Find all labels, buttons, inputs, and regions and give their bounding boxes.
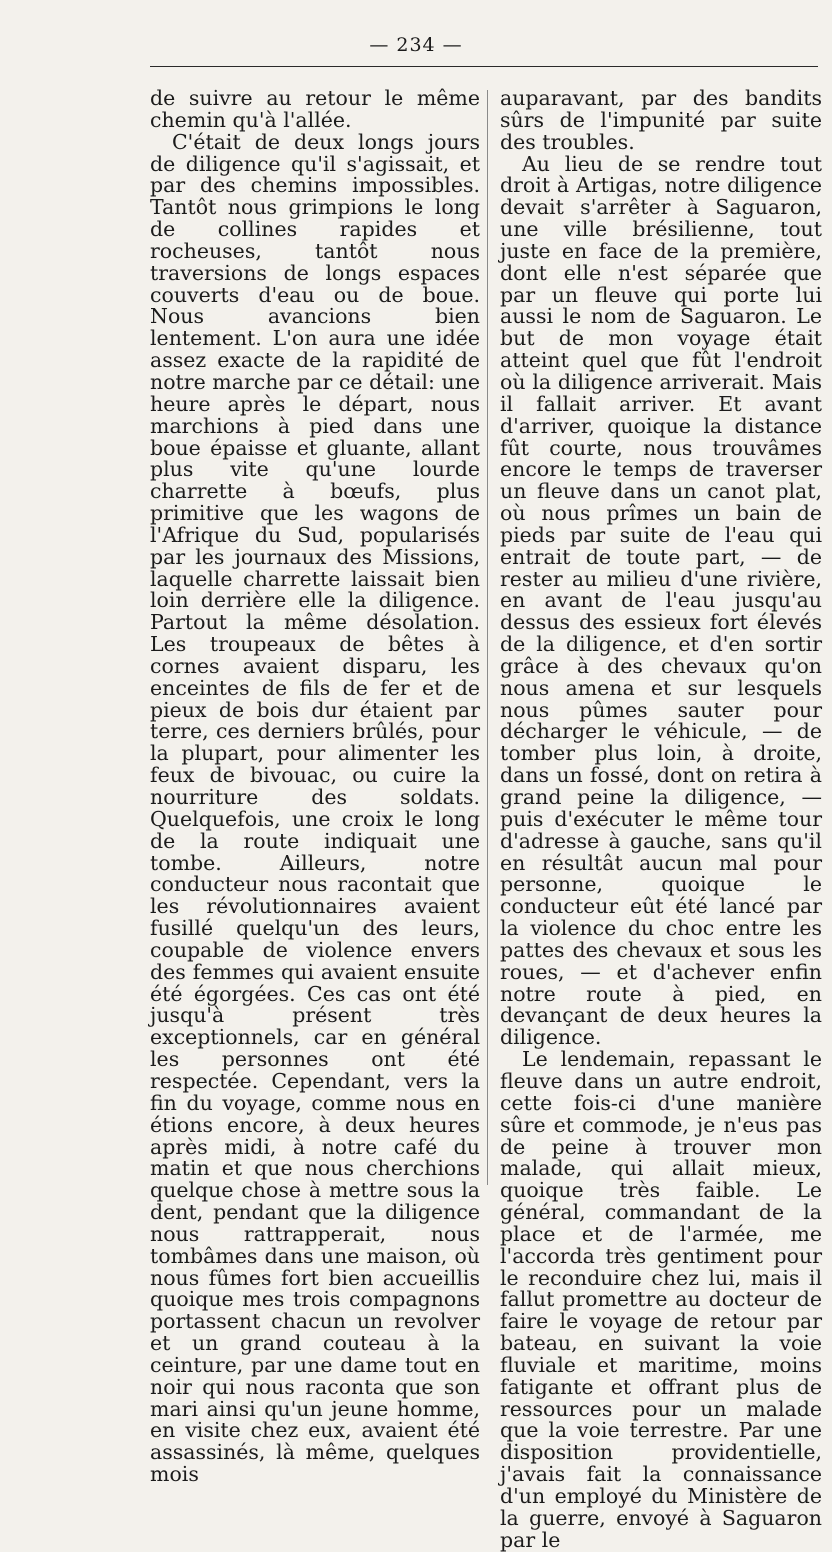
paragraph: C'était de deux longs jours de diligence qu'il s'agissait, et par des chemins impossibles. Tantôt nous grimpions le long de collines rapides et rocheuses, tantôt nous traversions de longs espaces couverts d'eau ou de boue. Nous avancions bien lentement. L'on aura une idée assez exacte de la rapidité de notre marche par ce détail: une heure après le départ, nous marchions à pied dans une boue épaisse et gluante, allant plus vite qu'une lourde charrette à bœufs, plus primitive que les wagons de l'Afrique du Sud, popularisés par les journaux des Missions, laquelle charrette laissait bien loin derrière elle la diligence. Partout la même désolation. Les troupeaux de bêtes à cornes avaient disparu, les enceintes de fils de fer et de pieux de bois dur étaient par terre, ces derniers brûlés, pour la plupart, pour alimenter les feux de bivouac, ou cuire la nourriture des soldats. Quelquefois, une croix le long de la route indiquait une tombe. Ailleurs, notre conducteur nous racontait que les révolutionnaires avaient fusillé quelqu'un des leurs, coupable de violence envers des femmes qui avaient ensuite été égorgées. Ces cas ont été jusqu'à présent très exceptionnels, car en général les personnes ont été respectée. Cependant, vers la fin du voyage, comme nous en étions encore, à deux heures après midi, à notre café du matin et que nous cherchions quelque chose à mettre sous la dent, pendant que la diligence nous rattrapperait, nous tombâmes dans une maison, où nous fûmes fort bien accueillis quoique mes trois compagnons portassent chacun un revolver et un grand couteau à la ceinture, par une dame tout en noir qui nous raconta que son mari ainsi qu'un jeune homme, en visite chez eux, avaient été assassinés, là même, quelques mois <box>150 129 480 1487</box>
paragraph: auparavant, par des bandits sûrs de l'impunité par suite des troubles. <box>500 86 822 154</box>
page-number: — 234 — <box>369 34 463 56</box>
left-column <box>150 88 480 1486</box>
column-divider <box>487 90 488 1185</box>
paragraph: Au lieu de se rendre tout droit à Artigas, notre diligence devait s'arrêter à Saguaron, une ville brésilienne, tout juste en face de la première, dont elle n'est séparée que par un fleuve qui porte lui aussi le nom de Saguaron. Le but de mon voyage était atteint quel que fût l'endroit où la diligence arriverait. Mais il fallait arriver. Et avant d'arriver, quoique la distance fût courte, nous trouvâmes encore le temps de traverser un fleuve dans un canot plat, où nous prîmes un bain de pieds par suite de l'eau qui entrait de toute part, — de rester au milieu d'une rivière, en avant de l'eau jusqu'au dessus des essieux fort élevés de la diligence, et d'en sortir grâce à des chevaux qu'on nous amena et sur lesquels nous pûmes sauter pour décharger le véhicule, — de tomber plus loin, à droite, dans un fossé, dont on retira à grand peine la diligence, — puis d'exécuter le même tour d'adresse à gauche, sans qu'il en résultât aucun mal pour personne, quoique le conducteur eût été lancé par la violence du choc entre les pattes des chevaux et sous les roues, — et d'achever enfin notre route à pied, en devançant de deux heures la diligence. <box>500 151 822 1050</box>
paragraph: Le lendemain, repassant le fleuve dans un autre endroit, cette fois-ci d'une manière sûre et commode, je n'eus pas de peine à trouver mon malade, qui allait mieux, quoique très faible. Le général, commandant de la place et de l'armée, me l'accorda très gentiment pour le reconduire chez lui, mais il fallut promettre au docteur de faire le voyage de retour par bateau, en suivant la voie fluviale et maritime, moins fatigante et offrant plus de ressources pour un malade que la voie terrestre. Par une disposition providentielle, j'avais fait la connaissance d'un employé du Ministère de la guerre, envoyé à Saguaron par le <box>500 1047 822 1552</box>
right-column <box>500 88 822 1552</box>
header-rule <box>150 66 818 67</box>
paragraph: de suivre au retour le même chemin qu'à l'allée. <box>150 86 480 132</box>
